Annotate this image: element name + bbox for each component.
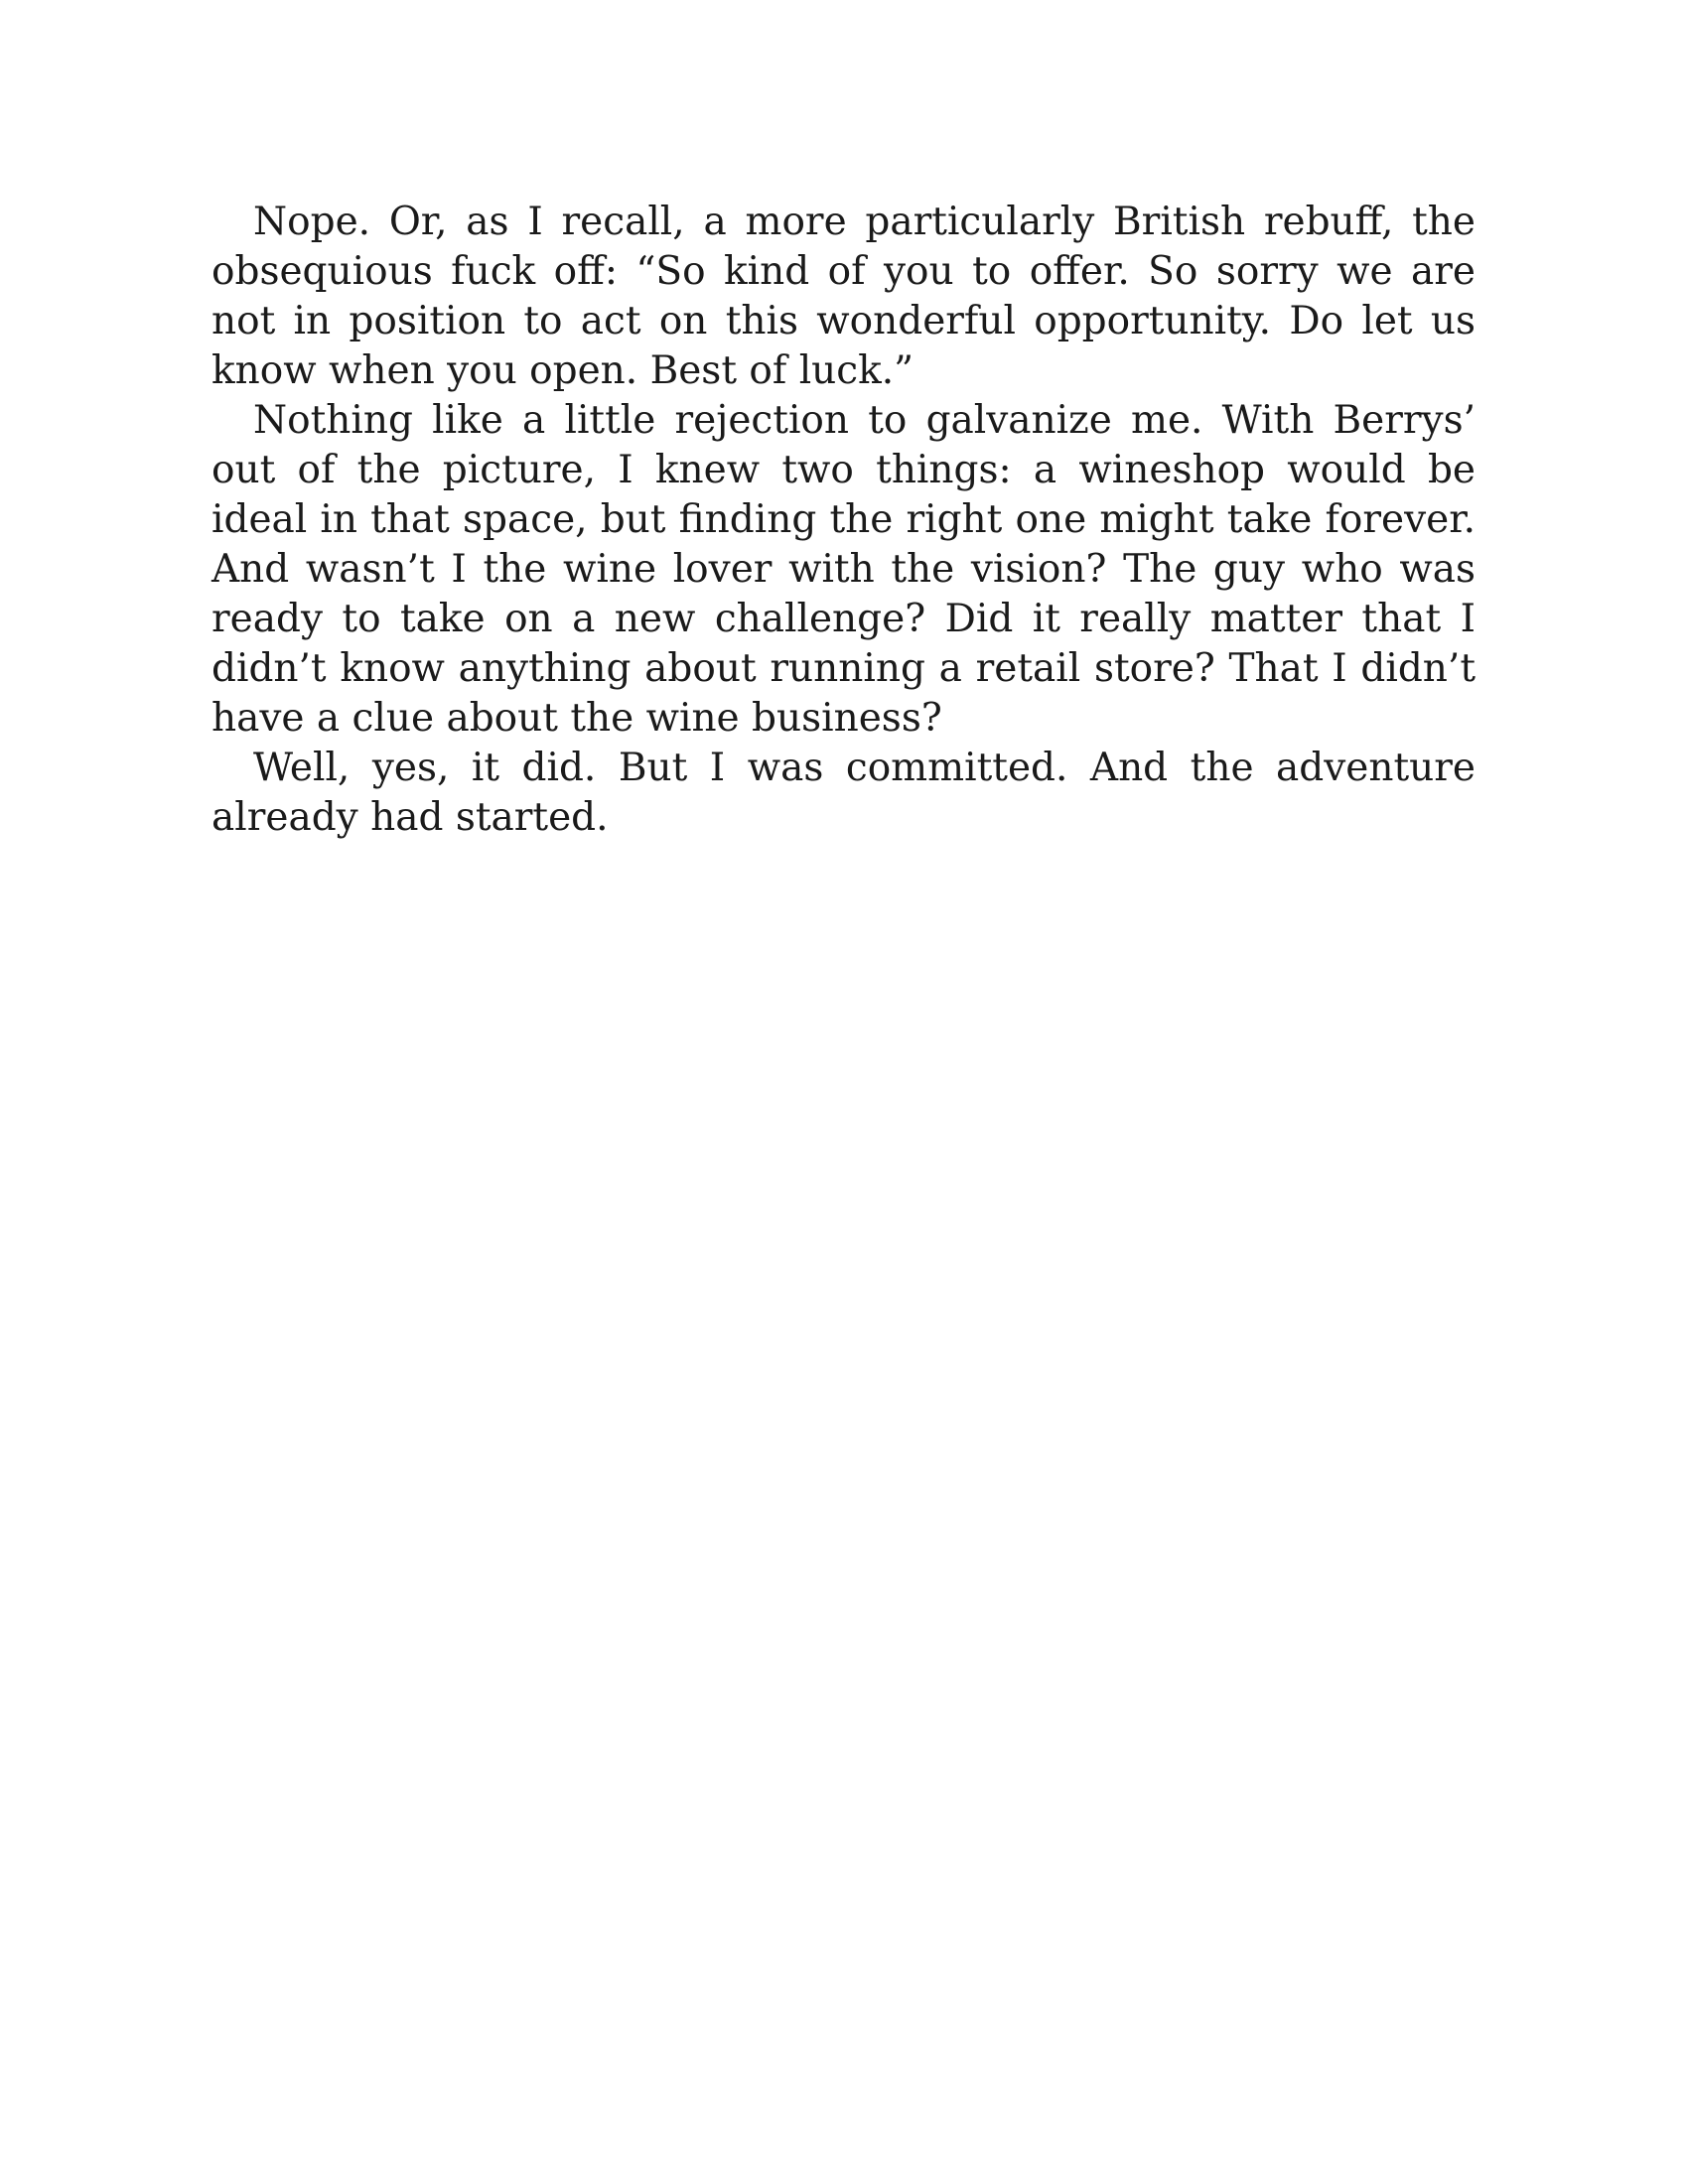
- paragraph-1: Nope. Or, as I recall, a more particularly British rebuff, the obsequious fuck off: “So kind of you to offer. So sorry we are not in position to act on this wonderful opportunity. Do let us know when you open. Best of luck.”: [211, 200, 1476, 393]
- paragraph-3: Well, yes, it did. But I was committed. And the adventure already had started.: [211, 746, 1476, 840]
- body-text: [211, 198, 1476, 843]
- paragraph-2: Nothing like a little rejection to galvanize me. With Berrys’ out of the picture, I knew two things: a wineshop would be ideal in that space, but finding the right one might take forever. And wasn’t I the wine lover with the vision? The guy who was ready to take on a new challenge? Did it really matter that I didn’t know anything about running a retail store? That I didn’t have a clue about the wine business?: [211, 398, 1476, 741]
